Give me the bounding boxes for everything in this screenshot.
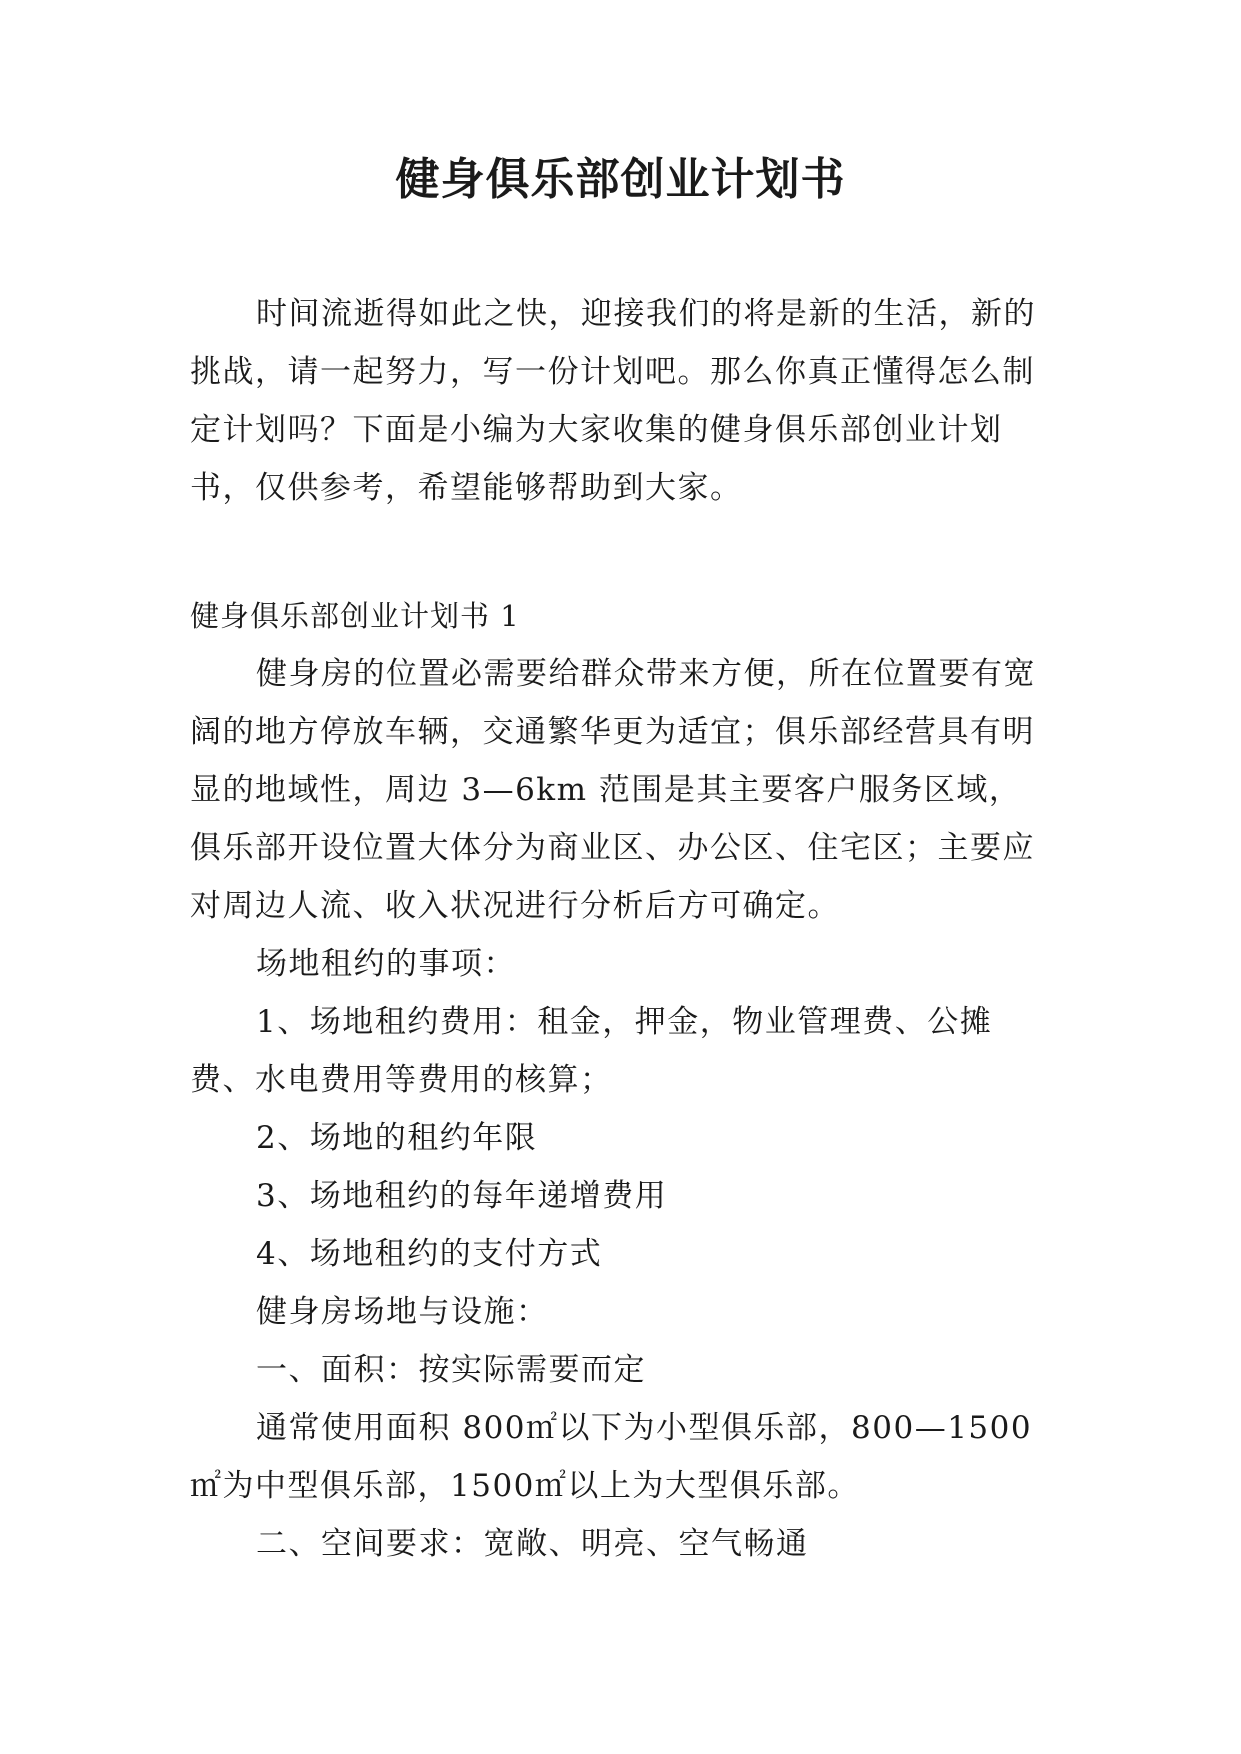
paragraph-venue-heading: 健身房场地与设施： [256,1294,549,1330]
document-body [190,285,1050,1573]
paragraph-lease-term: 2、场地的租约年限 [256,1120,538,1156]
paragraph-area: 一、面积：按实际需要而定 [256,1352,646,1388]
paragraph-lease-payment: 4、场地租约的支付方式 [256,1236,603,1272]
paragraph-area-detail: 通常使用面积 800㎡以下为小型俱乐部，800—1500㎡为中型俱乐部，1500㎡以上为大型俱乐部。 [190,1410,1033,1504]
paragraph-location: 健身房的位置必需要给群众带来方便，所在位置要有宽阔的地方停放车辆，交通繁华更为适宜；俱乐部经营具有明显的地域性，周边 3—6km 范围是其主要客户服务区域，俱乐部开设位置大体分为商业区、办公区、住宅区；主要应对周边人流、收入状况进行分析后方可确定。 [190,656,1036,924]
paragraph-lease-increase: 3、场地租约的每年递增费用 [256,1178,668,1214]
paragraph-space-requirement: 二、空间要求：宽敞、明亮、空气畅通 [256,1526,809,1562]
paragraph-lease-cost: 1、场地租约费用：租金，押金，物业管理费、公摊费、水电费用等费用的核算； [190,1004,993,1098]
document-title: 健身俱乐部创业计划书 [395,154,846,205]
intro-paragraph: 时间流逝得如此之快，迎接我们的将是新的生活，新的挑战，请一起努力，写一份计划吧。那么你真正懂得怎么制定计划吗？下面是小编为大家收集的健身俱乐部创业计划书，仅供参考，希望能够帮助到大家。 [190,296,1036,506]
section-heading: 健身俱乐部创业计划书 1 [190,599,520,633]
paragraph-lease-items-heading: 场地租约的事项： [256,946,516,982]
